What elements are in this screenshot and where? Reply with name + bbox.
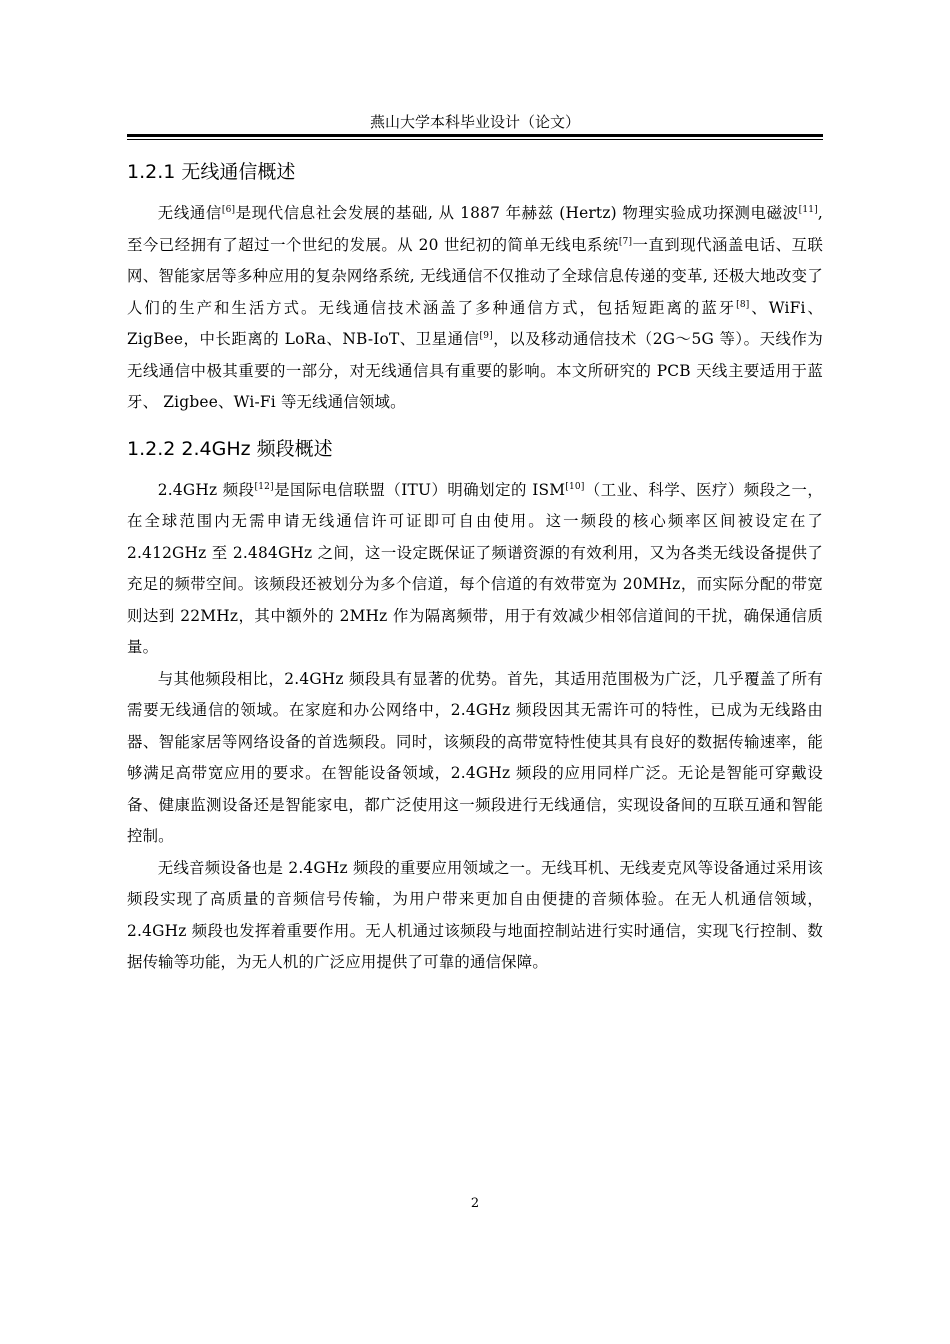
paragraph (127, 853, 823, 979)
paragraph-text: 与其他频段相比，2.4GHz 频段具有显著的优势。首先，其适用范围极为广泛，几乎覆盖了所有需要无线通信的领域。在家庭和办公网络中，2.4GHz 频段因其无需许可的特性，已成为无线路由器、智能家居等网络设备的首选频段。同时，该频段的高带宽特性使其具有良好的数据传输速率，能够满足高带宽应用的要求。在智能设备领域，2.4GHz 频段的应用同样广泛。无论是智能可穿戴设备、健康监测设备还是智能家电，都广泛使用这一频段进行无线通信，实现设备间的互联互通和智能控制。 (127, 669, 823, 845)
citation-ref: [11] (798, 205, 818, 215)
paragraph-text: ，以及移动通信技术（2G～5G 等）。天线作为无线通信中极其重要的一部分，对无线通信具有重要的影响。本文所研究的 PCB 天线主要适用于蓝牙、 Zigbee、Wi-Fi 等无线通信领域。 (127, 330, 824, 411)
header-rule-thick (127, 134, 823, 137)
citation-ref: [10] (565, 481, 585, 492)
citation-ref: [6] (221, 205, 236, 215)
paragraph-text: 是现代信息社会发展的基础, 从 1887 年赫兹 (Hertz) 物理实验成功探测电磁波 (235, 204, 799, 222)
section-heading: 1.2.2 2.4GHz 频段概述 (127, 437, 333, 460)
paragraph-text: 无线音频设备也是 2.4GHz 频段的重要应用领域之一。无线耳机、无线麦克风等设备通过采用该频段实现了高质量的音频信号传输，为用户带来更加自由便捷的音频体验。在无人机通信领域，2.4GHz 频段也发挥着重要作用。无人机通过该频段与地面控制站进行实时通信，实现飞行控制、数据传输等功能，为无人机的广泛应用提供了可靠的通信保障。 (127, 858, 823, 971)
page-header: 燕山大学本科毕业设计（论文） (369, 113, 580, 131)
paragraph (127, 664, 823, 853)
paragraph-text: , 至今已经拥有了超过一个世纪的发展。从 20 世纪初的简单无线电系统 (127, 204, 823, 254)
citation-ref: [9] (479, 331, 493, 341)
section-heading: 1.2.1 无线通信概述 (127, 161, 296, 183)
page-body (127, 150, 823, 979)
paragraph-text: 、WiFi、ZigBee，中长距离的 LoRa、NB-IoT、卫星通信 (127, 298, 823, 348)
paragraph (127, 475, 823, 664)
paragraph-text: （工业、科学、医疗）频段之一，在全球范围内无需申请无线通信许可证即可自由使用。这一频段的核心频率区间被设定在了 2.412GHz 至 2.484GHz 之间，这一设定既保证了频谱资源的有效利用，又为各类无线设备提供了充足的频带空间。该频段还被划分为多个信道，每个信道的有效带宽为 20MHz，而实际分配的带宽则达到 22MHz，其中额外的 2MHz 作为隔离频带，用于有效减少相邻信道间的干扰，确保通信质量。 (127, 480, 823, 656)
paragraph-text: 一直到现代涵盖电话、互联网、智能家居等多种应用的复杂网络系统, 无线通信不仅推动了全球信息传递的变革, 还极大地改变了人们的生产和生活方式。无线通信技术涵盖了多种通信方式，包括短距离的蓝牙 (127, 235, 823, 317)
header-rule-thin (127, 139, 823, 140)
paragraph-text: 无线通信 (157, 204, 222, 222)
citation-ref: [8] (736, 299, 750, 310)
citation-ref: [12] (254, 481, 274, 492)
paragraph-text: 2.4GHz 频段 (157, 480, 255, 499)
paragraph (127, 198, 823, 419)
page-number: 2 (470, 1196, 480, 1211)
citation-ref: [7] (618, 236, 633, 247)
paragraph-text: 是国际电信联盟（ITU）明确划定的 ISM (273, 480, 566, 499)
